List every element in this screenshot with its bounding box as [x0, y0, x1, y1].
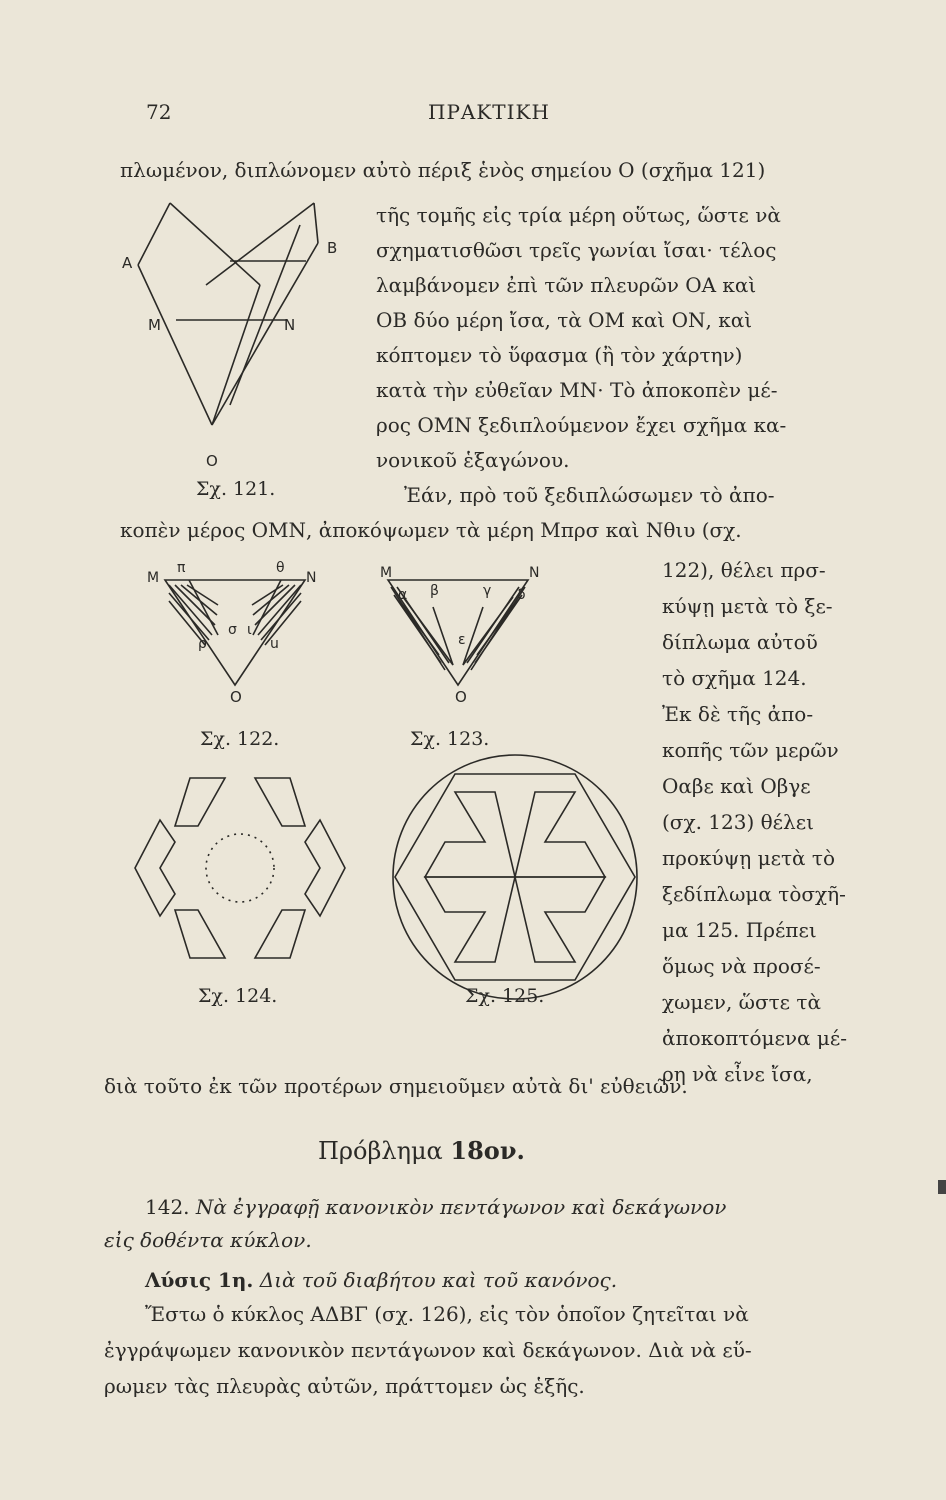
label-u: u: [270, 636, 279, 652]
label-N: N: [284, 316, 296, 334]
body-line: 122), θέλει πρσ-: [662, 558, 826, 582]
body-line: λαμβάνομεν ἐπὶ τῶν πλευρῶν ΟΑ καὶ: [376, 273, 757, 297]
body-line: χωμεν, ὥστε τὰ: [662, 990, 821, 1014]
body-line: νονικοῦ ἑξαγώνου.: [376, 448, 570, 472]
body-line: ΟΒ δύο μέρη ἴσα, τὰ ΟΜ καὶ ΟΝ, καὶ: [376, 308, 753, 332]
body-line: κοπὲν μέρος ΟΜΝ, ἀποκόψωμεν τὰ μέρη Μπρσ καὶ Νθιυ (σχ.: [120, 518, 742, 542]
statement-line-2: εἰς δοθέντα κύκλον.: [104, 1228, 312, 1252]
solution-label: Λύσις 1η.: [145, 1268, 254, 1292]
problem-heading-number: 18ον.: [450, 1136, 525, 1165]
solution-line: [145, 1270, 617, 1290]
label-A: A: [122, 254, 133, 272]
body-line: ἀποκοπτόμενα μέ-: [662, 1026, 847, 1050]
body-line: (σχ. 123) θέλει: [662, 810, 814, 834]
running-title: ΠΡΑΚΤΙΚΗ: [428, 100, 550, 124]
label-b: β: [430, 583, 439, 599]
body-line: κύψῃ μετὰ τὸ ξε-: [662, 594, 833, 618]
closing-line: ρωμεν τὰς πλευρὰς αὐτῶν, πράττομεν ὡς ἑξῆς.: [104, 1374, 585, 1398]
label-M: M: [148, 316, 161, 334]
body-line: τὸ σχῆμα 124.: [662, 666, 807, 690]
body-line: ρη νὰ εἶνε ἴσα,: [662, 1062, 813, 1086]
figure-caption: Σχ. 124.: [198, 985, 278, 1007]
body-line: κόπτομεν τὸ ὕφασμα (ἢ τὸν χάρτην): [376, 343, 743, 367]
body-line: ξεδίπλωμα τὸσχῆ-: [662, 882, 846, 906]
body-line: κοπῆς τῶν μερῶν: [662, 738, 839, 762]
label-a: α: [398, 587, 408, 603]
label-rho: ρ: [198, 636, 207, 652]
body-line: σχηματισθῶσι τρεῖς γωνίαι ἴσαι· τέλος: [376, 238, 777, 262]
label-theta: θ: [276, 560, 285, 576]
label-sigma: σ: [228, 622, 237, 638]
figure-125: [385, 752, 645, 1002]
label-e: ε: [458, 632, 466, 648]
body-line: δίπλωμα αὐτοῦ: [662, 630, 818, 654]
statement-number: 142.: [145, 1195, 190, 1219]
label-O: O: [206, 452, 218, 470]
body-line: Ἐάν, πρὸ τοῦ ξεδιπλώσωμεν τὸ ἀπο-: [404, 483, 775, 507]
edge-mark: [938, 1180, 946, 1194]
statement-text: Νὰ ἐγγραφῇ κανονικὸν πεντάγωνον καὶ δεκάγωνον: [195, 1195, 727, 1219]
label-O: O: [455, 688, 467, 706]
label-N: N: [306, 570, 317, 586]
figure-124: [130, 758, 350, 978]
body-line: ὅμως νὰ προσέ-: [662, 954, 821, 978]
label-B: B: [327, 239, 338, 257]
figure-caption: Σχ. 123.: [410, 728, 490, 750]
statement-line-1: [145, 1197, 726, 1217]
closing-line: Ἔστω ὁ κύκλος ΑΔΒΓ (σχ. 126), εἰς τὸν ὁποῖον ζητεῖται νὰ: [145, 1302, 749, 1326]
figure-121: [110, 195, 350, 470]
label-M: M: [147, 570, 160, 586]
label-O: O: [230, 688, 242, 706]
label-iota: ι: [247, 622, 252, 638]
problem-heading-prefix: Πρόβλημα: [318, 1137, 443, 1165]
body-line: κατὰ τὴν εὐθεῖαν ΜΝ· Τὸ ἀποκοπὲν μέ-: [376, 378, 778, 402]
body-line: πλωμένον, διπλώνομεν αὐτὸ πέριξ ἑνὸς σημείου Ο (σχῆμα 121): [120, 158, 766, 182]
label-M: M: [380, 565, 393, 581]
label-pi: π: [177, 560, 186, 576]
solution-text: Διὰ τοῦ διαβήτου καὶ τοῦ κανόνος.: [259, 1268, 618, 1292]
label-N: N: [529, 565, 540, 581]
figure-caption: Σχ. 125.: [465, 985, 545, 1007]
body-line: Ἐκ δὲ τῆς ἀπο-: [662, 702, 814, 726]
figure-122: [155, 575, 325, 690]
figure-caption: Σχ. 122.: [200, 728, 280, 750]
body-line: μα 125. Πρέπει: [662, 918, 817, 942]
page-number: 72: [146, 100, 172, 124]
figure-caption: Σχ. 121.: [196, 478, 276, 500]
label-g: γ: [483, 583, 492, 599]
body-line: ρος ΟΜΝ ξεδιπλούμενον ἔχει σχῆμα κα-: [376, 413, 787, 437]
body-line: διὰ τοῦτο ἐκ τῶν προτέρων σημειοῦμεν αὐτὰ δι' εὐθειῶν.: [104, 1074, 688, 1098]
body-line: προκύψῃ μετὰ τὸ: [662, 846, 836, 870]
body-line: Οαβε καὶ Οβγε: [662, 774, 811, 798]
closing-line: ἐγγράψωμεν κανονικὸν πεντάγωνον καὶ δεκάγωνον. Διὰ νὰ εὕ-: [104, 1338, 752, 1362]
label-d: δ: [517, 587, 526, 603]
body-line: τῆς τομῆς εἰς τρία μέρη οὕτως, ὥστε νὰ: [376, 203, 781, 227]
problem-heading: [318, 1136, 525, 1165]
